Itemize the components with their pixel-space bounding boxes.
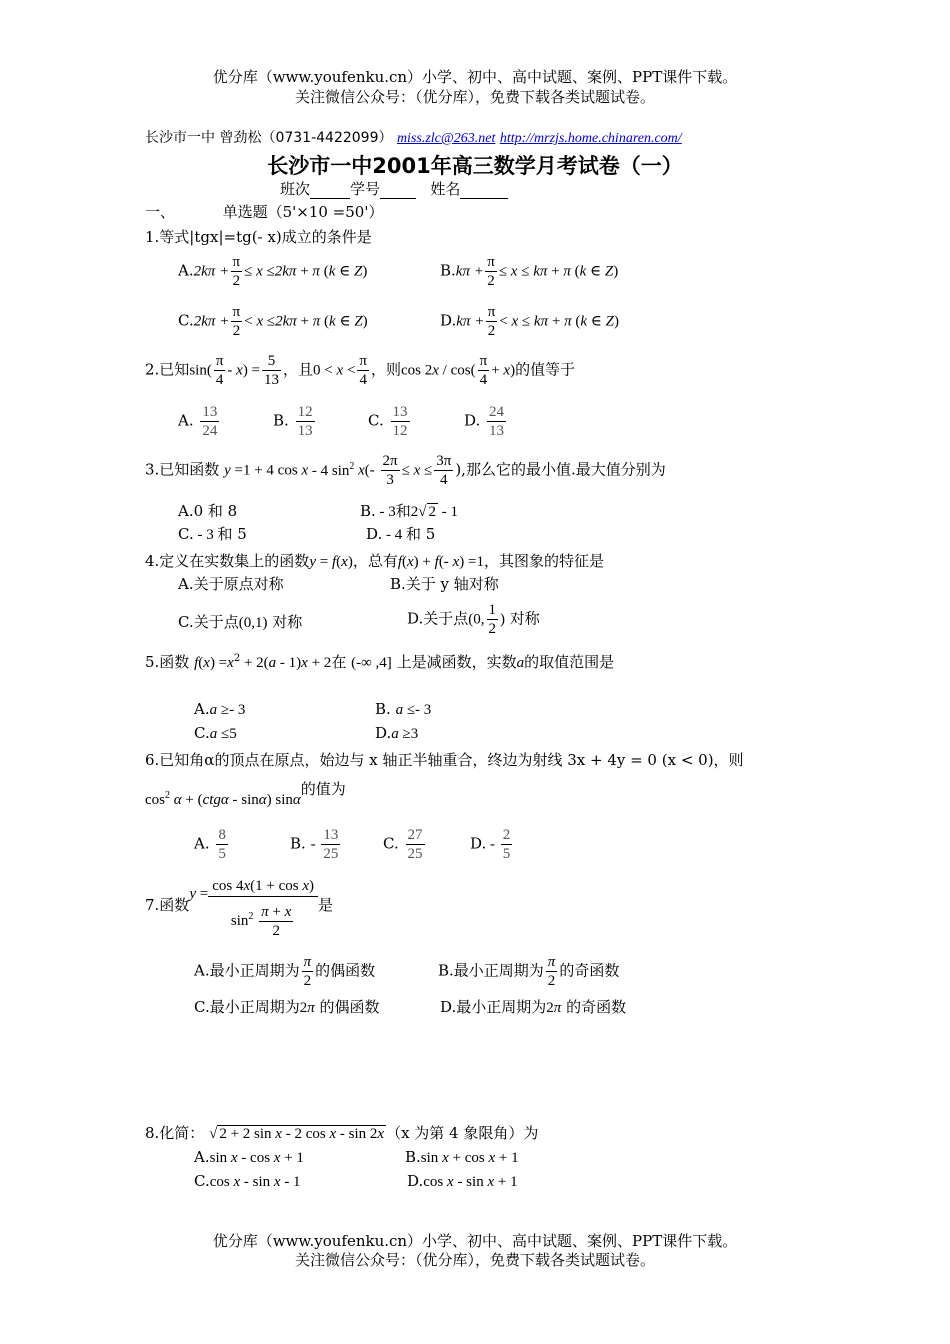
q8-stem: 8.化简： √ 2 + 2 sin x - 2 cos x - sin 2x （x 为第 4 象限角）为 (145, 1124, 539, 1142)
q4-stem: 4.定义在实数集上的函数y = f(x)，总有f(x) + f(- x) =1，其图象的特征是 (145, 552, 604, 570)
q5-option-b: B. a ≤- 3 (375, 700, 432, 718)
q1-stem: 1.等式|tgx|=tg(- x)成立的条件是 (145, 228, 372, 246)
id-blank[interactable] (380, 180, 416, 199)
q6-option-b: B. - $\frac{13}{25}$ (290, 827, 339, 862)
q7-stem: 7.函数y = cos 4x(1 + cos x) $\sin^2$ $\frac{\pi + x}{2}$ 是 (145, 878, 334, 939)
class-blank[interactable] (310, 180, 350, 199)
q8-option-d: D.cos x - sin x + 1 (407, 1172, 518, 1190)
author-line (145, 127, 682, 147)
q2-stem: 2.已知sin( $\frac{\pi}{4}$ - x) = $\frac{5}{13}$ ，且0 < x < $\frac{\pi}{4}$ ，则cos 2x / cos( $\frac{\pi}{4}$ + x)的值等于 (145, 353, 576, 388)
q7-option-a: A.最小正周期为 $\frac{\pi}{2}$ 的偶函数 (194, 954, 376, 989)
q2-option-c: C. $\frac{13}{12}$ (368, 404, 408, 439)
author-url-link[interactable]: http://mrzjs.home.chinaren.com/ (499, 131, 682, 146)
author-email-link[interactable]: miss.zlc@263.net (396, 131, 496, 146)
section-num: 一、 (145, 203, 176, 221)
q6-option-a: A. $\frac{8}{5}$ (194, 827, 226, 862)
id-label: 学号 (350, 180, 381, 198)
name-label: 姓名 (430, 180, 461, 198)
q6-option-c: C. $\frac{27}{25}$ (383, 827, 423, 862)
q2-option-d: D. $\frac{24}{13}$ (464, 404, 505, 439)
section-heading (145, 201, 383, 222)
q3-option-b: B. - 3和2√ 2 - 1 (360, 502, 459, 520)
q5-option-a: A.a ≥- 3 (194, 700, 246, 718)
q5-option-d: D.a ≥3 (375, 724, 419, 742)
q8-option-a: A.sin x - cos x + 1 (194, 1148, 304, 1166)
q3-option-c: C. - 3 和 5 (178, 525, 247, 543)
q5-stem: 5.函数 $f(x) =x^2 + 2(a - 1)x + 2$在 (-∞ ,4] 上是减函数，实数a的取值范围是 (145, 653, 615, 671)
section-name: 单选题（5'×10 =50'） (222, 203, 384, 221)
q4-option-d: D.关于点(0, $\frac{1}{2}$ ) 对称 (407, 602, 540, 637)
q3-option-a: A.0 和 8 (178, 502, 238, 520)
q1-option-b: B.kπ + $\frac{\pi}{2}$ ≤ x ≤ kπ + π (k ∈ Z) (440, 254, 619, 289)
q8-option-b: B.sin x + cos x + 1 (405, 1148, 519, 1166)
q8-option-c: C.cos x - sin x - 1 (194, 1172, 301, 1190)
author-prefix: 长沙市一中 曾劲松（0731-4422099） (145, 130, 393, 146)
q1-option-d: D.kπ + $\frac{\pi}{2}$ < x ≤ kπ + π (k ∈ Z) (440, 304, 619, 339)
q6-line-2: $\cos^2 \alpha + (ctg\alpha - \sin\alpha)$ sinα的值为 (145, 780, 346, 808)
q4-option-c: C.关于点(0,1) 对称 (178, 613, 303, 631)
footer-line-2: 关注微信公众号：（优分库），免费下载各类试题试卷。 (294, 1251, 655, 1269)
student-fields (280, 178, 508, 199)
q4-option-b: B.关于 y 轴对称 (390, 575, 499, 593)
q3-stem: 3.已知函数 y =1 + 4 cos x - 4 $\sin^2 x(-$ $\frac{2\pi}{3}$ ≤ x ≤ $\frac{3\pi}{4}$ ),那么它的最小值.最大值分别为 (145, 453, 666, 488)
q6-option-d: D. - $\frac{2}{5}$ (470, 827, 511, 862)
q4-option-a: A.关于原点对称 (178, 575, 284, 593)
q2-option-a: A. $\frac{13}{24}$ (178, 404, 218, 439)
header-line-1: 优分库（www.youfenku.cn）小学、初中、高中试题、案例、PPT课件下载。 (212, 68, 738, 86)
q1-option-c: C.2kπ + $\frac{\pi}{2}$ < x ≤2kπ + π (k ∈ Z) (178, 304, 368, 339)
q2-option-b: B. $\frac{12}{13}$ (273, 404, 313, 439)
q7-option-d: D.最小正周期为2π 的奇函数 (440, 998, 627, 1016)
name-blank[interactable] (460, 180, 508, 199)
class-label: 班次 (280, 180, 311, 198)
q7-option-c: C.最小正周期为2π 的偶函数 (194, 998, 380, 1016)
header-line-2: 关注微信公众号：（优分库），免费下载各类试题试卷。 (294, 88, 655, 106)
q6-line-1: 6.已知角α的顶点在原点，始边与 x 轴正半轴重合，终边为射线 3x + 4y = 0 (x < 0)，则 (145, 751, 744, 769)
q7-option-b: B.最小正周期为 $\frac{\pi}{2}$ 的奇函数 (438, 954, 620, 989)
q1-option-a: A.2kπ + $\frac{\pi}{2}$ ≤ x ≤2kπ + π (k ∈ Z) (178, 254, 368, 289)
page-title: 长沙市一中2001年高三数学月考试卷（一） (267, 154, 683, 178)
footer-line-1: 优分库（www.youfenku.cn）小学、初中、高中试题、案例、PPT课件下载。 (212, 1232, 738, 1250)
q3-option-d: D. - 4 和 5 (366, 525, 436, 543)
q5-option-c: C.a ≤5 (194, 724, 237, 742)
